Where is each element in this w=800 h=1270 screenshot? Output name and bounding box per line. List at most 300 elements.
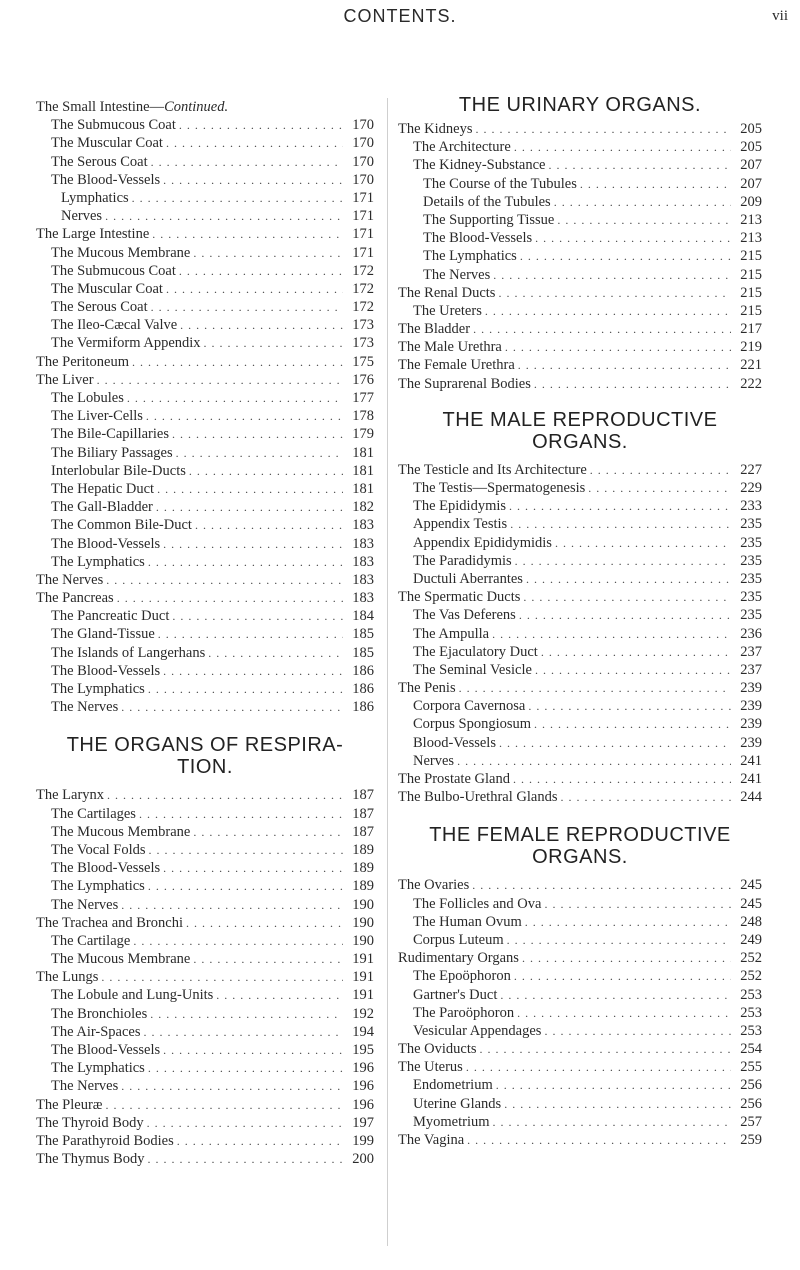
toc-entry (36, 116, 374, 134)
section-heading-line: THE MALE REPRODUCTIVE (442, 408, 718, 431)
dot-leader (515, 552, 731, 570)
dot-leader (195, 516, 343, 534)
toc-entry-title: The Muscular Coat (51, 280, 163, 297)
toc-entry (398, 1095, 762, 1113)
toc-entry (398, 625, 762, 643)
dot-leader (510, 515, 731, 533)
toc-entry-title: The Air-Spaces (51, 1023, 141, 1040)
toc-entry-title: Nerves (413, 752, 455, 769)
toc-entry-title: The Ejaculatory Duct (413, 643, 538, 660)
dot-leader (534, 375, 731, 393)
toc-entry-title: The Liver-Cells (51, 408, 143, 425)
toc-entry-page: 173 (352, 335, 374, 352)
toc-entry-title: The Human Ovum (413, 913, 522, 930)
toc-entry-page: 173 (352, 317, 374, 334)
toc-list-digestive (36, 116, 374, 716)
toc-entry (398, 515, 762, 533)
toc-entry (36, 389, 374, 407)
toc-entry-title: The Lungs (36, 969, 99, 986)
toc-entry (36, 407, 374, 425)
toc-list-respiration (36, 786, 374, 1168)
toc-entry-title: The Peritoneum (36, 353, 130, 370)
toc-entry-page: 239 (740, 680, 762, 697)
toc-entry (36, 480, 374, 498)
toc-entry-page: 183 (352, 535, 374, 552)
dot-leader (163, 662, 343, 680)
toc-entry-title: The Nerves (51, 896, 119, 913)
toc-entry-page: 177 (352, 390, 374, 406)
toc-entry-page: 170 (352, 135, 374, 152)
toc-entry-page: 235 (740, 570, 762, 587)
toc-entry-page: 185 (352, 626, 374, 643)
toc-entry-page: 199 (352, 1132, 374, 1149)
toc-entry-page: 181 (352, 480, 374, 497)
dot-leader (560, 788, 731, 806)
section-heading-female-reproductive (398, 824, 762, 868)
dot-leader (505, 338, 731, 356)
section-heading-line: ORGANS. (532, 430, 628, 453)
toc-entry-page: 213 (740, 211, 762, 228)
toc-entry (36, 334, 374, 352)
dot-leader (179, 262, 343, 280)
toc-entry-page: 248 (740, 913, 762, 930)
toc-entry-page: 219 (740, 339, 762, 356)
toc-entry (36, 644, 374, 662)
toc-entry (398, 788, 762, 806)
toc-entry (398, 643, 762, 661)
toc-entry-page: 175 (352, 353, 374, 370)
dot-leader (132, 353, 343, 371)
toc-entry-title: The Ureters (413, 302, 482, 319)
toc-entry-page: 215 (740, 266, 762, 283)
toc-entry (398, 375, 762, 393)
toc-entry-title: The Parathyroid Bodies (36, 1132, 174, 1149)
toc-entry-title: The Gland-Tissue (51, 626, 155, 643)
dot-leader (580, 175, 731, 193)
toc-entry-title: The Blood-Vessels (423, 230, 533, 247)
toc-entry-title: Lymphatics (61, 189, 129, 206)
toc-entry (36, 316, 374, 334)
toc-entry (36, 680, 374, 698)
toc-entry (398, 1131, 762, 1149)
toc-entry-title: The Common Bile-Duct (51, 517, 192, 534)
toc-entry-title: The Lobule and Lung-Units (51, 987, 214, 1004)
toc-entry-page: 190 (352, 914, 374, 931)
toc-entry-title: The Larynx (36, 787, 105, 804)
toc-list-female-reproductive (398, 876, 762, 1149)
toc-entry (398, 1076, 762, 1094)
dot-leader (476, 120, 732, 138)
dot-leader (147, 1114, 343, 1132)
toc-entry-page: 171 (352, 189, 374, 206)
dot-leader (133, 932, 343, 950)
toc-entry (36, 462, 374, 480)
toc-entry-page: 235 (740, 607, 762, 624)
dot-leader (459, 679, 731, 697)
dot-leader (522, 949, 731, 967)
toc-entry-title: Vesicular Appendages (413, 1022, 542, 1039)
toc-entry (36, 571, 374, 589)
toc-entry (398, 913, 762, 931)
toc-entry (36, 823, 374, 841)
section-heading-male-reproductive (398, 409, 762, 453)
dot-leader (588, 479, 731, 497)
toc-entry-page: 233 (740, 498, 762, 515)
toc-entry (36, 859, 374, 877)
toc-entry (36, 425, 374, 443)
toc-entry-page: 186 (352, 662, 374, 679)
toc-entry (36, 950, 374, 968)
toc-entry (36, 786, 374, 804)
dot-leader (149, 841, 343, 859)
toc-entry-page: 207 (740, 157, 762, 174)
toc-entry (36, 553, 374, 571)
toc-entry (398, 931, 762, 949)
toc-entry-title: The Large Intestine (36, 226, 150, 243)
toc-entry (36, 262, 374, 280)
toc-entry-page: 235 (740, 552, 762, 569)
toc-entry (398, 1040, 762, 1058)
dot-leader (101, 968, 343, 986)
dot-leader (151, 298, 343, 316)
dot-leader (535, 661, 731, 679)
toc-entry-title: The Spermatic Ducts (398, 589, 521, 606)
toc-entry (36, 662, 374, 680)
toc-entry-page: 215 (740, 248, 762, 265)
toc-entry-title: The Kidney-Substance (413, 157, 546, 174)
dot-leader (554, 193, 731, 211)
toc-entry-page: 239 (740, 716, 762, 733)
toc-entry-title: The Muscular Coat (51, 135, 163, 152)
toc-entry-page: 172 (352, 299, 374, 316)
toc-entry-title: The Islands of Langerhans (51, 644, 206, 661)
toc-entry (398, 193, 762, 211)
toc-entry-title: The Cartilages (51, 805, 136, 822)
toc-entry-title: The Lymphatics (51, 553, 145, 570)
toc-entry (36, 914, 374, 932)
dot-leader (144, 1023, 344, 1041)
toc-entry-title: The Submucous Coat (51, 262, 176, 279)
column-divider (387, 98, 388, 1246)
toc-entry-page: 252 (740, 950, 762, 967)
toc-entry-page: 227 (740, 461, 762, 478)
dot-leader (525, 913, 731, 931)
toc-entry (398, 302, 762, 320)
toc-entry-page: 172 (352, 280, 374, 297)
dot-leader (518, 356, 731, 374)
toc-entry-page: 215 (740, 302, 762, 319)
toc-entry-page: 186 (352, 681, 374, 697)
toc-entry-title: The Blood-Vessels (51, 171, 161, 188)
toc-entry-title: The Blood-Vessels (51, 860, 161, 877)
toc-entry-page: 241 (740, 752, 762, 769)
toc-entry (36, 1059, 374, 1077)
section-heading-line: TION. (177, 756, 233, 779)
toc-entry-title: The Biliary Passages (51, 444, 173, 461)
toc-entry-title: The Uterus (398, 1059, 463, 1076)
toc-entry-title: The Lymphatics (51, 1060, 145, 1077)
toc-entry (36, 625, 374, 643)
dot-leader (493, 1113, 731, 1131)
toc-entry (398, 588, 762, 606)
dot-leader (555, 534, 731, 552)
toc-entry (36, 1150, 374, 1168)
toc-entry (36, 353, 374, 371)
toc-entry-title: The Suprarenal Bodies (398, 375, 531, 392)
toc-entry (36, 841, 374, 859)
toc-entry-page: 191 (352, 951, 374, 968)
toc-entry-title: The Serous Coat (51, 153, 148, 170)
toc-entry-page: 183 (352, 553, 374, 570)
section-heading-respiration (36, 734, 374, 778)
toc-entry (398, 1058, 762, 1076)
toc-entry-page: 171 (352, 226, 374, 243)
toc-entry-page: 256 (740, 1077, 762, 1094)
toc-entry-title: The Nerves (423, 266, 491, 283)
toc-entry-page: 259 (740, 1132, 762, 1148)
toc-entry (36, 805, 374, 823)
toc-entry-title: The Bulbo-Urethral Glands (398, 789, 558, 806)
toc-entry-page: 217 (740, 321, 762, 338)
toc-entry (398, 661, 762, 679)
dot-leader (147, 1150, 343, 1168)
dot-leader (496, 1076, 731, 1094)
dot-leader (157, 480, 343, 498)
dot-leader (189, 462, 343, 480)
toc-entry-page: 207 (740, 175, 762, 192)
toc-entry (398, 229, 762, 247)
toc-entry-page: 191 (352, 969, 374, 986)
dot-leader (216, 986, 343, 1004)
toc-entry-title: The Vocal Folds (51, 841, 146, 858)
page-number: vii (772, 8, 788, 24)
dot-leader (139, 805, 343, 823)
toc-entry (36, 516, 374, 534)
toc-entry (398, 1004, 762, 1022)
toc-entry-title: Rudimentary Organs (398, 950, 519, 967)
toc-entry-title: The Follicles and Ova (413, 895, 542, 912)
toc-entry (398, 497, 762, 515)
toc-entry-title: The Ovaries (398, 877, 470, 894)
toc-entry-page: 196 (352, 1060, 374, 1077)
toc-entry-title: Gartner's Duct (413, 986, 498, 1003)
toc-entry-title: The Vermiform Appendix (51, 335, 201, 352)
toc-entry-title: The Lymphatics (51, 681, 145, 697)
toc-entry (36, 1096, 374, 1114)
toc-entry (398, 552, 762, 570)
dot-leader (520, 247, 731, 265)
toc-entry-title: The Submucous Coat (51, 117, 176, 134)
toc-entry (36, 896, 374, 914)
toc-entry-title: Nerves (61, 208, 103, 225)
toc-entry-page: 253 (740, 1022, 762, 1039)
dot-leader (180, 316, 343, 334)
dot-leader (492, 625, 731, 643)
dot-leader (166, 134, 343, 152)
dot-leader (514, 967, 731, 985)
toc-entry-title: The Blood-Vessels (51, 662, 161, 679)
toc-entry-page: 185 (352, 644, 374, 661)
dot-leader (467, 1131, 731, 1149)
toc-entry-title: The Penis (398, 680, 456, 697)
dot-leader (163, 859, 343, 877)
toc-entry (398, 1113, 762, 1131)
toc-entry-title: The Course of the Tubules (423, 175, 577, 192)
dot-leader (105, 207, 343, 225)
toc-entry-page: 179 (352, 426, 374, 443)
dot-leader (121, 1077, 343, 1095)
toc-entry-title: Endometrium (413, 1077, 493, 1094)
toc-list-male-reproductive (398, 461, 762, 807)
continued-label: The Small Intestine— (36, 99, 165, 115)
dot-leader (504, 1095, 731, 1113)
toc-entry (398, 338, 762, 356)
page-title: CONTENTS. (343, 6, 457, 26)
toc-entry-page: 192 (352, 1005, 374, 1022)
left-column (36, 98, 374, 1168)
toc-entry-title: The Testicle and Its Architecture (398, 461, 587, 478)
dot-leader (97, 371, 343, 389)
dot-leader (493, 266, 731, 284)
toc-entry-title: The Testis—Spermatogenesis (413, 480, 586, 496)
toc-entry-title: The Renal Ducts (398, 284, 496, 301)
toc-entry-page: 215 (740, 284, 762, 301)
toc-entry-page: 172 (352, 262, 374, 279)
toc-entry-page: 244 (740, 789, 762, 806)
toc-entry (36, 444, 374, 462)
toc-entry-page: 181 (352, 462, 374, 479)
toc-entry-title: The Gall-Bladder (51, 499, 153, 516)
toc-entry-page: 239 (740, 698, 762, 715)
dot-leader (535, 229, 731, 247)
toc-entry-title: Corpus Luteum (413, 931, 504, 948)
toc-entry (398, 606, 762, 624)
dot-leader (105, 1096, 343, 1114)
toc-entry-title: The Oviducts (398, 1041, 477, 1058)
toc-entry-page: 183 (352, 517, 374, 534)
dot-leader (148, 553, 343, 571)
toc-entry-page: 235 (740, 589, 762, 606)
toc-entry-title: The Blood-Vessels (51, 535, 161, 552)
toc-entry (36, 986, 374, 1004)
toc-entry (398, 986, 762, 1004)
toc-entry-title: The Hepatic Duct (51, 480, 155, 497)
toc-entry (36, 1132, 374, 1150)
dot-leader (485, 302, 731, 320)
dot-leader (193, 244, 343, 262)
toc-entry-page: 236 (740, 625, 762, 642)
toc-entry-page: 189 (352, 860, 374, 877)
toc-entry-title: The Epoöphoron (413, 968, 511, 985)
toc-entry-title: The Female Urethra (398, 357, 515, 374)
toc-entry-title: The Ileo-Cæcal Valve (51, 317, 178, 334)
toc-entry-page: 171 (352, 208, 374, 225)
toc-entry-title: Details of the Tubules (423, 193, 551, 210)
dot-leader (473, 320, 731, 338)
dot-leader (472, 876, 731, 894)
toc-entry (36, 1041, 374, 1059)
toc-entry-page: 254 (740, 1041, 762, 1058)
dot-leader (172, 607, 343, 625)
dot-leader (172, 425, 343, 443)
dot-leader (148, 1059, 343, 1077)
toc-entry (398, 734, 762, 752)
dot-leader (480, 1040, 731, 1058)
dot-leader (590, 461, 731, 479)
toc-entry-page: 182 (352, 499, 374, 516)
toc-entry-page: 191 (352, 987, 374, 1004)
toc-entry-title: The Kidneys (398, 121, 473, 137)
toc-entry-title: Appendix Testis (413, 516, 508, 533)
dot-leader (158, 625, 343, 643)
dot-leader (150, 1005, 343, 1023)
dot-leader (106, 571, 343, 589)
toc-entry-page: 252 (740, 968, 762, 985)
toc-entry (36, 134, 374, 152)
toc-entry (36, 153, 374, 171)
toc-entry-page: 253 (740, 986, 762, 1003)
toc-entry (398, 534, 762, 552)
dot-leader (166, 280, 343, 298)
dot-leader (466, 1058, 731, 1076)
toc-entry-title: The Mucous Membrane (51, 244, 191, 261)
toc-entry-page: 249 (740, 931, 762, 948)
toc-entry-title: Corpora Cavernosa (413, 698, 526, 715)
toc-entry-title: The Cartilage (51, 932, 131, 949)
section-heading-line: ORGANS. (532, 846, 628, 869)
dot-leader (193, 950, 343, 968)
toc-entry-title: The Serous Coat (51, 299, 148, 316)
toc-entry (36, 207, 374, 225)
dot-leader (107, 786, 343, 804)
toc-entry-title: The Bile-Capillaries (51, 426, 169, 443)
toc-entry (398, 752, 762, 770)
toc-entry (398, 967, 762, 985)
dot-leader (163, 1041, 343, 1059)
dot-leader (509, 497, 731, 515)
toc-entry-title: Uterine Glands (413, 1095, 502, 1112)
dot-leader (517, 1004, 731, 1022)
toc-entry (36, 189, 374, 207)
toc-entry (36, 225, 374, 243)
toc-entry (398, 570, 762, 588)
toc-entry (398, 138, 762, 156)
toc-entry (36, 280, 374, 298)
continued-word: Continued. (164, 99, 229, 115)
toc-entry-title: The Nerves (36, 571, 104, 588)
toc-entry-page: 200 (352, 1151, 374, 1168)
toc-entry (36, 171, 374, 189)
toc-entry-title: The Prostate Gland (398, 771, 510, 787)
toc-entry (36, 298, 374, 316)
toc-entry-page: 178 (352, 408, 374, 425)
toc-entry (36, 698, 374, 716)
toc-entry-page: 245 (740, 877, 762, 894)
dot-leader (519, 606, 731, 624)
section-heading-line: THE FEMALE REPRODUCTIVE (429, 824, 731, 847)
toc-entry-title: Corpus Spongiosum (413, 716, 532, 733)
toc-entry-title: The Lymphatics (51, 878, 145, 895)
toc-entry-title: The Pancreatic Duct (51, 608, 170, 625)
dot-leader (499, 734, 731, 752)
toc-entry (36, 1005, 374, 1023)
toc-entry-title: Interlobular Bile-Ducts (51, 462, 186, 479)
toc-entry-title: The Epididymis (413, 498, 507, 515)
toc-entry-page: 213 (740, 230, 762, 247)
toc-entry-page: 239 (740, 734, 762, 751)
toc-entry-page: 195 (352, 1042, 374, 1058)
toc-entry-title: The Ampulla (413, 625, 490, 642)
